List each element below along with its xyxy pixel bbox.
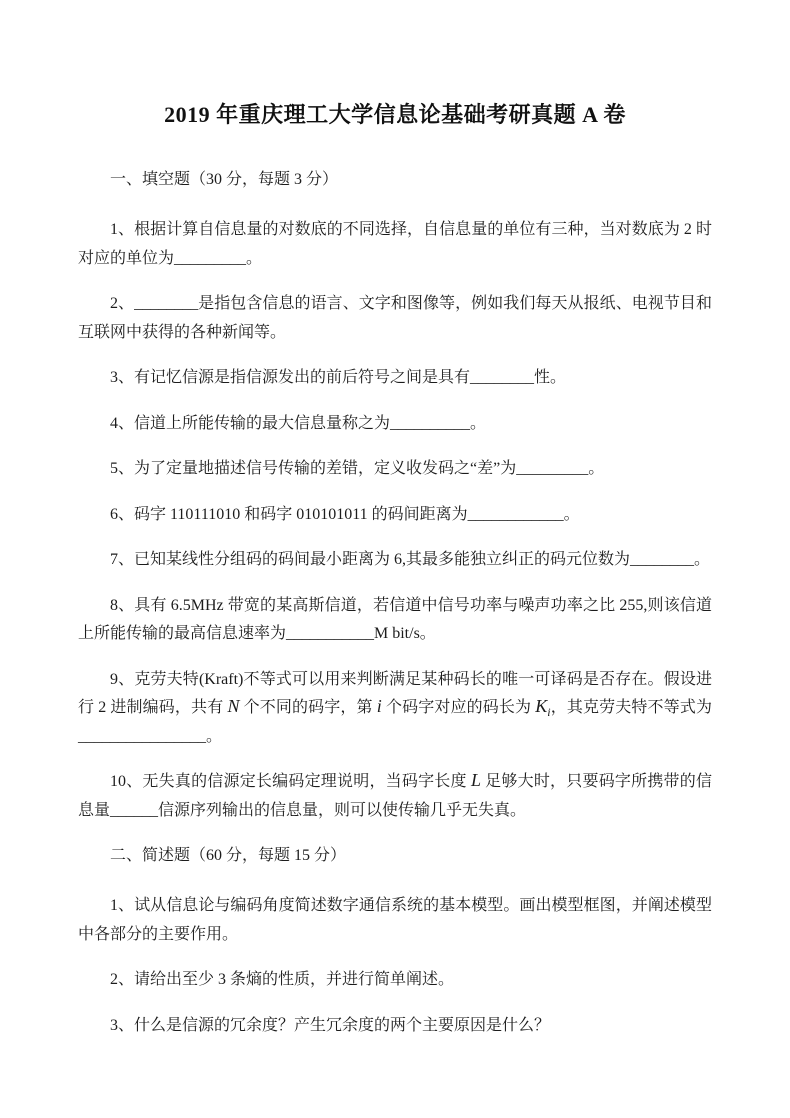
question-text: 9、克劳夫特(Kraft)不等式可以用来判断满足某种码长的唯一可译码是否存在。假设进行 2 进制编码，共有 bbox=[78, 670, 712, 716]
question-paragraph bbox=[78, 966, 712, 995]
page-title: 2019 年重庆理工大学信息论基础考研真题 A 卷 bbox=[164, 102, 626, 127]
question-paragraph bbox=[78, 364, 712, 393]
question-text: 10、无失真的信源定长编码定理说明，当码字长度 bbox=[110, 773, 471, 790]
math-subscript: i bbox=[547, 705, 551, 719]
question-text: 2、请给出至少 3 条熵的性质，并进行简单阐述。 bbox=[110, 971, 455, 988]
math-variable: N bbox=[227, 696, 240, 716]
question-text: 1、试从信息论与编码角度简述数字通信系统的基本模型。画出模型框图，并阐述模型中各部分的主要作用。 bbox=[78, 897, 712, 943]
question-paragraph bbox=[78, 892, 712, 949]
document-body bbox=[78, 166, 712, 1040]
question-text: 4、信道上所能传输的最大信息量称之为__________。 bbox=[110, 414, 487, 432]
question-text: 个不同的码字，第 bbox=[239, 699, 377, 716]
question-paragraph bbox=[78, 666, 712, 752]
question-paragraph bbox=[78, 546, 712, 575]
math-variable: L bbox=[470, 770, 481, 790]
math-variable: i bbox=[376, 696, 382, 716]
math-variable: K bbox=[535, 696, 548, 716]
question-paragraph bbox=[78, 455, 712, 484]
question-paragraph bbox=[78, 1012, 712, 1041]
question-text: ，其克劳夫特不等式为________________。 bbox=[78, 699, 712, 745]
question-text: 足够大时，只要码字所携带的信息量______信源序列输出的信息量，则可以使传输几乎无失真。 bbox=[78, 773, 712, 819]
question-paragraph bbox=[78, 290, 712, 347]
section-heading: 一、填空题（30 分，每题 3 分） bbox=[110, 171, 339, 188]
question-text: 2、________是指包含信息的语言、文字和图像等，例如我们每天从报纸、电视节目和互联网中获得的各种新闻等。 bbox=[78, 295, 712, 341]
question-text: 1、根据计算自信息量的对数底的不同选择，自信息量的单位有三种，当对数底为 2 时对应的单位为_________。 bbox=[78, 221, 712, 267]
question-text: 个码字对应的码长为 bbox=[381, 699, 536, 716]
section-heading: 二、简述题（60 分，每题 15 分） bbox=[110, 847, 347, 864]
question-paragraph bbox=[78, 768, 712, 825]
question-text: 6、码字 110111010 和码字 010101011 的码间距离为____________。 bbox=[110, 505, 580, 523]
question-text: 8、具有 6.5MHz 带宽的某高斯信道，若信道中信号功率与噪声功率之比 255,则该信道上所能传输的最高信息速率为___________M bit/s。 bbox=[78, 596, 712, 642]
question-text: 3、有记忆信源是指信源发出的前后符号之间是具有________性。 bbox=[110, 369, 567, 386]
question-paragraph bbox=[78, 501, 712, 530]
question-paragraph bbox=[78, 216, 712, 273]
question-text: 7、已知某线性分组码的码间最小距离为 6,其最多能独立纠正的码元位数为________。 bbox=[110, 551, 711, 568]
question-text: 3、什么是信源的冗余度？产生冗余度的两个主要原因是什么？ bbox=[110, 1016, 551, 1034]
question-paragraph bbox=[78, 592, 712, 649]
question-text: 5、为了定量地描述信号传输的差错，定义收发码之“差”为_________。 bbox=[110, 460, 605, 477]
question-paragraph bbox=[78, 410, 712, 439]
